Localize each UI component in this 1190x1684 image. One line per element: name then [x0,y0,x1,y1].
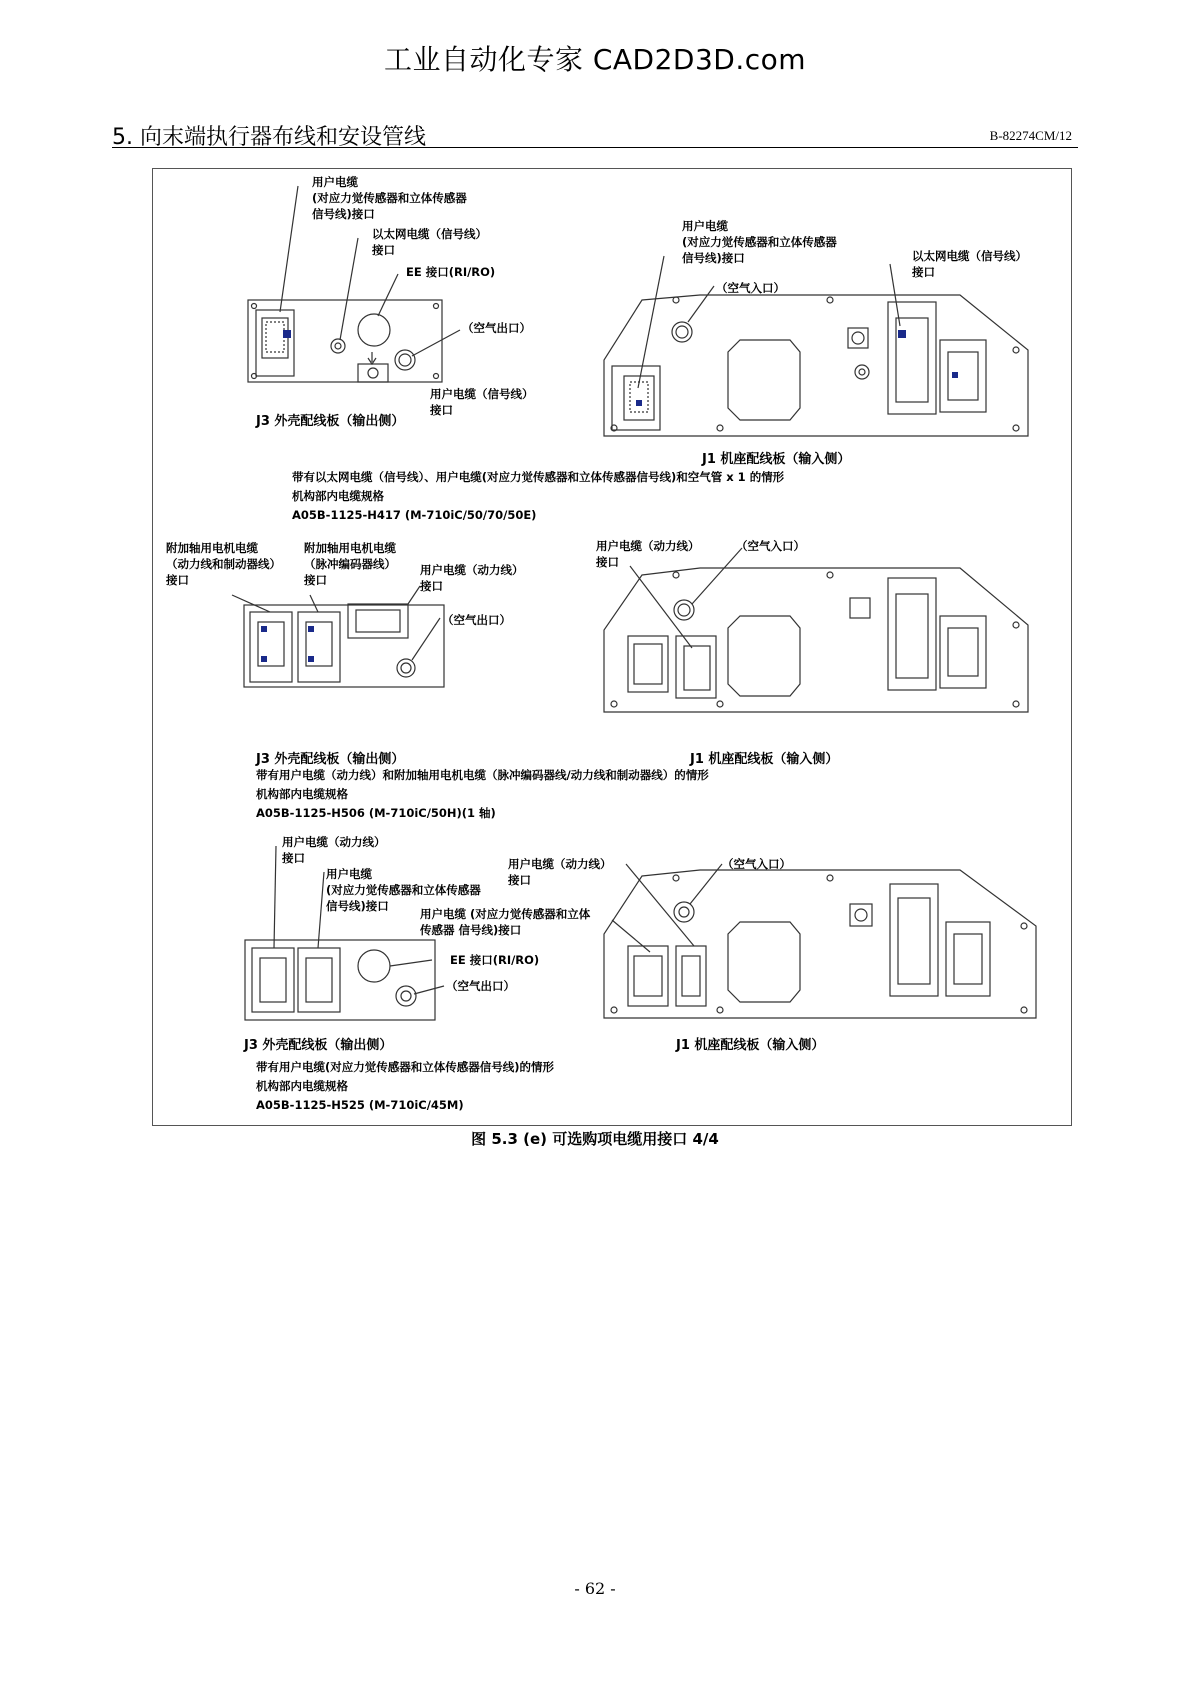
p3-air-out-label: （空气出口） [446,979,515,993]
panel1-j1-plate [604,256,1028,436]
p3-r-user-force-label: 用户电缆 (对应力觉传感器和立体 传感器 信号线)接口 [420,907,591,937]
p1-r-air-in-label: （空气入口） [716,281,785,295]
p2-j3-caption: J3 外壳配线板（输出侧） [256,752,405,767]
figure-caption: 图 5.3 (e) 可选购项电缆用接口 4/4 [471,1130,719,1148]
p3-r-air-in-label: （空气入口） [722,857,791,871]
panel2-j1-plate [604,548,1028,712]
p2-aux-motor-power-label: 附加轴用电机电缆 （动力线和制动器线） 接口 [166,541,281,587]
p1-r-user-cable-force-label: 用户电缆 (对应力觉传感器和立体传感器 信号线)接口 [682,219,837,265]
p1-air-out-label: （空气出口） [462,321,531,335]
p2-air-out-label: （空气出口） [442,613,511,627]
p2-aux-motor-pulse-label: 附加轴用电机电缆 （脉冲编码器线） 接口 [304,541,396,587]
panel2-j3-plate [232,586,444,687]
p1-ee-label: EE 接口(RI/RO) [406,265,496,279]
p1-j1-caption: J1 机座配线板（输入侧） [702,452,851,467]
p3-notes: 带有用户电缆(对应力觉传感器和立体传感器信号线)的情形 机构部内电缆规格 A05B-1125-H525 (M-710iC/45M) [256,1060,555,1112]
p3-j1-caption: J1 机座配线板（输入侧） [676,1038,825,1053]
p2-r-air-in-label: （空气入口） [736,539,805,553]
p2-notes: 带有用户电缆（动力线）和附加轴用电机电缆（脉冲编码器线/动力线和制动器线）的情形 机构部内电缆规格 A05B-1125-H506 (M-710iC/50H)(1 轴) [256,768,709,820]
p3-user-power-label: 用户电缆（动力线） 接口 [282,835,386,865]
p1-ethernet-label: 以太网电缆（信号线） 接口 [372,227,487,257]
page-number: - 62 - [574,1579,616,1598]
section-title: 5. 向末端执行器布线和安设管线 [112,125,426,150]
p1-r-ethernet-label: 以太网电缆（信号线） 接口 [912,249,1027,279]
p2-user-power-label: 用户电缆（动力线） 接口 [420,563,524,593]
watermark: 工业自动化专家 CAD2D3D.com [383,43,807,76]
p2-r-user-power-label: 用户电缆（动力线） 接口 [596,539,700,569]
p3-j3-caption: J3 外壳配线板（输出侧） [244,1038,393,1053]
p1-user-cable-force-label: 用户电缆 (对应力觉传感器和立体传感器 信号线)接口 [312,175,467,221]
p3-user-force-label: 用户电缆 (对应力觉传感器和立体传感器 信号线)接口 [326,867,481,913]
p1-j3-caption: J3 外壳配线板（输出侧） [256,414,405,429]
p2-j1-caption: J1 机座配线板（输入侧） [690,752,839,767]
p3-ee-label: EE 接口(RI/RO) [450,953,540,967]
p1-user-cable-signal-label: 用户电缆（信号线） 接口 [430,387,534,417]
p1-notes: 带有以太网电缆（信号线）、用户电缆(对应力觉传感器和立体传感器信号线)和空气管 x 1 的情形 机构部内电缆规格 A05B-1125-H417 (M-710iC/50/70/50E) [292,470,785,522]
document-code: B-82274CM/12 [989,128,1072,143]
panel3-j1-plate [604,864,1036,1018]
p3-r-user-power-label: 用户电缆（动力线） 接口 [508,857,612,887]
